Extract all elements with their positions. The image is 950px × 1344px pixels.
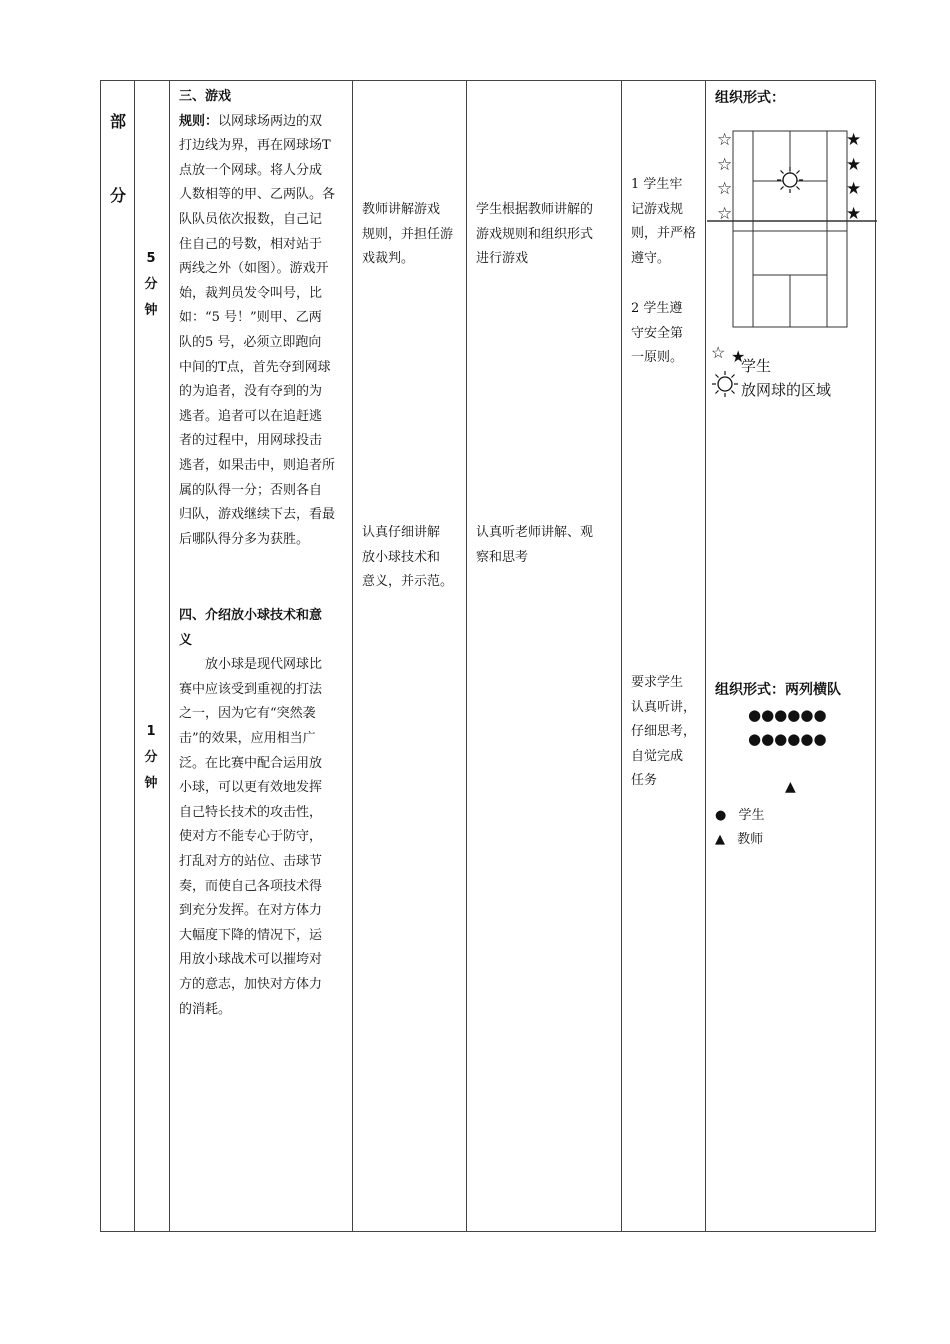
- rules-line: 后哪队得分多为获胜。: [179, 531, 310, 547]
- rules-label: 规则：: [179, 113, 219, 129]
- org-title-1: 组织形式：: [715, 90, 785, 106]
- rules-line: 的为追者，没有夺到的为: [179, 384, 323, 400]
- solid-star-icon: ★: [731, 347, 746, 366]
- hollow-star-icon: ☆: [717, 179, 733, 199]
- rules-line: 者的过程中，用网球投击: [179, 433, 323, 449]
- part-label-char: 部: [110, 112, 127, 131]
- teacher-activity-b: 认真仔细讲解 放小球技术和 意义，并示范。: [362, 525, 454, 590]
- lesson-plan-table: [100, 80, 876, 1232]
- student-activity-a: 学生根据教师讲解的 游戏规则和组织形式 进行游戏: [476, 202, 594, 267]
- solid-star-icon: ★: [846, 179, 862, 199]
- legend-ball-area: 放网球的区域: [741, 381, 832, 399]
- rules-line: 住自己的号数，相对站于: [179, 236, 323, 252]
- body-line: 用放小球战术可以摧垮对: [179, 952, 323, 968]
- time-value: 5: [146, 251, 156, 266]
- teacher-activity-a: 教师讲解游戏 规则，并担任游 戏裁判。: [362, 202, 454, 267]
- team-b-stars: [846, 128, 861, 226]
- sun-icon: [712, 371, 738, 397]
- rules-line: 如：“5 号！”则甲、乙两: [179, 310, 322, 326]
- rules-line: 逃者，如果击中，则追者所: [179, 457, 336, 473]
- requirement-a: 1 学生牢 记游戏规 则，并严格 遵守。: [631, 177, 697, 266]
- time-unit: 钟: [144, 303, 158, 318]
- teacher-triangle-icon: ▲: [785, 779, 796, 795]
- section-title: 三、游戏: [179, 89, 232, 104]
- org-title-2: 组织形式：两列横队: [715, 682, 841, 698]
- hollow-star-icon: ☆: [717, 203, 733, 224]
- rules-line: 打边线为界，再在网球场T: [179, 138, 331, 154]
- body-line: 的消耗。: [179, 1001, 232, 1017]
- sun-icon: [777, 167, 803, 193]
- triangle-icon: ▲: [715, 832, 725, 847]
- part-label-char: 分: [110, 186, 127, 205]
- legend-student-dot: ● 学生: [715, 808, 765, 823]
- body-line: 大幅度下降的情况下，运: [179, 927, 323, 943]
- body-line: 奏，而使自己各项技术得: [179, 878, 323, 894]
- hollow-star-icon: ☆: [717, 130, 733, 150]
- body-line: 方的意志，加快对方体力: [179, 976, 323, 992]
- legend-teacher-triangle: ▲ 教师: [715, 832, 764, 847]
- solid-star-icon: ★: [846, 203, 862, 224]
- rules-line: 人数相等的甲、乙两队。各: [179, 187, 336, 203]
- formation-row: ●●●●●●: [748, 730, 827, 748]
- time-value: 1: [146, 724, 156, 739]
- requirement-b: 2 学生遵 守安全第 一原则。: [631, 301, 684, 366]
- body-line: 到充分发挥。在对方体力: [179, 903, 323, 919]
- time-unit: 钟: [144, 776, 158, 791]
- rules-line: 中间的T点，首先夺到网球: [179, 359, 331, 375]
- body-line: 放小球是现代网球比: [205, 657, 323, 673]
- body-line: 击”的效果，应用相当广: [179, 730, 316, 746]
- body-line: 赛中应该受到重视的打法: [179, 681, 323, 697]
- hollow-star-icon: ☆: [711, 343, 726, 362]
- rules-line: 队队员依次报数，自己记: [179, 211, 323, 227]
- formation-row: ●●●●●●: [748, 706, 827, 724]
- body-line: 小球，可以更有效地发挥: [179, 780, 323, 796]
- dot-icon: ●: [715, 808, 727, 823]
- rules-line: 规则：以网球场两边的双: [179, 113, 323, 129]
- rules-line: 两线之外（如图）。游戏开: [179, 261, 329, 277]
- section-title: 四、介绍放小球技术和意: [179, 608, 323, 623]
- body-line: 使对方不能专心于防守，: [179, 829, 323, 845]
- requirement-c: 要求学生 认真听讲， 仔细思考， 自觉完成 任务: [631, 675, 697, 789]
- rules-line: 属的队得一分；否则各自: [179, 482, 323, 498]
- body-line: 自己特长技术的攻击性，: [179, 804, 323, 820]
- body-line: 泛。在比赛中配合运用放: [179, 755, 323, 771]
- solid-star-icon: ★: [846, 154, 862, 175]
- hollow-star-icon: ☆: [717, 154, 733, 175]
- legend-student: 学生: [741, 357, 772, 375]
- section-title: 义: [179, 632, 193, 648]
- team-a-stars: [717, 128, 732, 226]
- rules-line: 队的5 号，必须立即跑向: [179, 334, 322, 350]
- rules-line: 点放一个网球。将人分成: [179, 162, 323, 178]
- student-activity-b: 认真听老师讲解、观 察和思考: [476, 525, 594, 565]
- rules-line: 逃者。追者可以在追赶逃: [179, 408, 323, 424]
- solid-star-icon: ★: [846, 130, 862, 150]
- body-line: 打乱对方的站位、击球节: [179, 853, 323, 869]
- body-line: 之一，因为它有“突然袭: [179, 706, 316, 722]
- time-unit: 分: [144, 750, 158, 765]
- rules-line: 始，裁判员发令叫号，比: [179, 285, 323, 301]
- time-unit: 分: [144, 277, 158, 292]
- formation: [748, 703, 827, 751]
- rules-line: 归队，游戏继续下去，看最: [179, 507, 336, 523]
- court-diagram: [101, 81, 877, 1233]
